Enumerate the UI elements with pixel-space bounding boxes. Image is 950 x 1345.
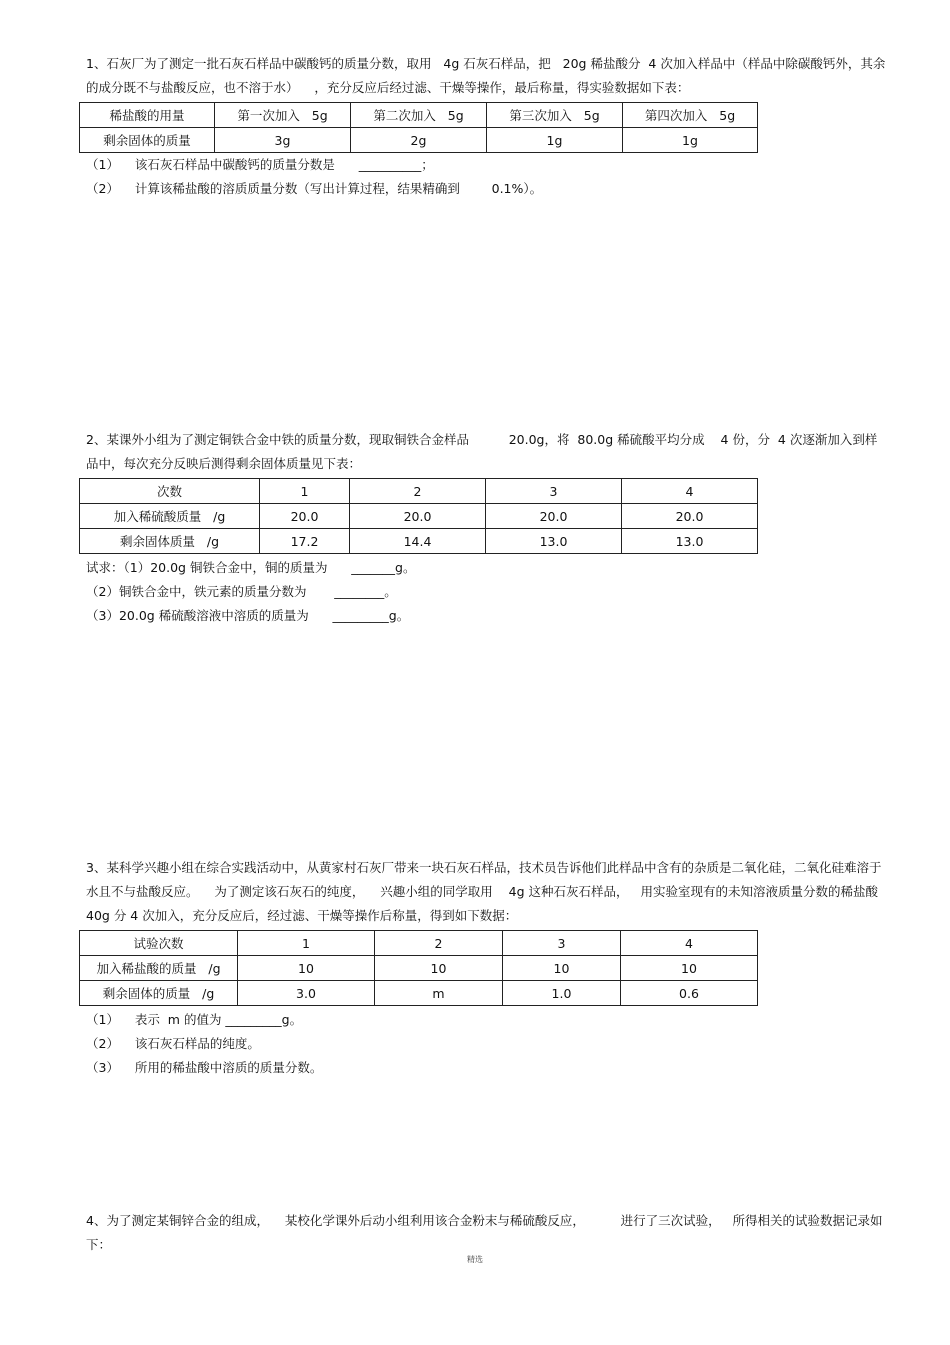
table-cell: m [375,981,503,1006]
table-cell: 剩余固体的质量 /g [80,981,238,1006]
table-cell: 2 [350,479,486,504]
table-row [80,479,758,504]
table-row [80,956,758,981]
q3-sub3: （3） 所用的稀盐酸中溶质的质量分数。 [86,1060,323,1075]
table-cell: 第一次加入 5g [215,103,351,128]
table-cell: 稀盐酸的用量 [80,103,215,128]
table-cell: 20.0 [260,504,350,529]
table-cell: 20.0 [486,504,622,529]
table-cell: 0.6 [621,981,758,1006]
q2-sub2: （2）铜铁合金中，铁元素的质量分数为 ________。 [86,584,397,599]
table-cell: 10 [238,956,375,981]
table-cell: 14.4 [350,529,486,554]
q2-sub3: （3）20.0g 稀硫酸溶液中溶质的质量为 _________g。 [86,608,410,623]
q3-sub1: （1） 表示 m 的值为 _________g。 [86,1012,303,1027]
table-cell: 2g [351,128,487,153]
q1-intro: 1、石灰厂为了测定一批石灰石样品中碳酸钙的质量分数，取用 4g 石灰石样品，把 20g 稀盐酸分 4 次加入样品中（样品中除碳酸钙外，其余的成分既不与盐酸反应，也不溶于水） ，充分反应后经过滤、干燥等操作，最后称量，得实验数据如下表： [86,56,886,95]
table-cell: 1g [487,128,623,153]
q3-intro: 3、某科学兴趣小组在综合实践活动中，从黄家村石灰厂带来一块石灰石样品，技术员告诉他们此样品中含有的杂质是二氧化硅，二氧化硅难溶于水且不与盐酸反应。 为了测定该石灰石的纯度， 兴趣小组的同学取用 4g 这种石灰石样品， 用实验室现有的未知溶液质量分数的稀盐酸 40g 分 4 次加入，充分反应后，经过滤、干燥等操作后称量，得到如下数据： [86,860,894,923]
table-cell: 20.0 [622,504,758,529]
table-cell: 第二次加入 5g [351,103,487,128]
q2-table [79,478,758,554]
table-cell: 第四次加入 5g [623,103,758,128]
q1-sub1: （1） 该石灰石样品中碳酸钙的质量分数是 __________； [86,157,434,172]
table-cell: 次数 [80,479,260,504]
table-cell: 1.0 [503,981,621,1006]
table-cell: 第三次加入 5g [487,103,623,128]
table-cell: 1 [238,931,375,956]
q3-sub2: （2） 该石灰石样品的纯度。 [86,1036,260,1051]
q2-intro: 2、某课外小组为了测定铜铁合金中铁的质量分数，现取铜铁合金样品 20.0g，将 80.0g 稀硫酸平均分成 4 份，分 4 次逐渐加入到样品中，每次充分反映后测得剩余固体质量见下表： [86,432,878,471]
table-row [80,529,758,554]
table-row [80,981,758,1006]
table-cell: 4 [621,931,758,956]
q1-sub2: （2） 计算该稀盐酸的溶质质量分数（写出计算过程，结果精确到 0.1%）。 [86,181,543,196]
table-cell: 加入稀硫酸质量 /g [80,504,260,529]
q2-sub1: 试求：（1）20.0g 铜铁合金中，铜的质量为 _______g。 [86,560,416,575]
table-cell: 剩余固体的质量 [80,128,215,153]
table-cell: 加入稀盐酸的质量 /g [80,956,238,981]
table-cell: 10 [621,956,758,981]
table-cell: 3 [503,931,621,956]
table-cell: 2 [375,931,503,956]
table-row [80,931,758,956]
table-cell: 4 [622,479,758,504]
table-cell: 13.0 [622,529,758,554]
table-cell: 10 [375,956,503,981]
table-cell: 3.0 [238,981,375,1006]
table-cell: 17.2 [260,529,350,554]
table-row [80,504,758,529]
table-cell: 3g [215,128,351,153]
table-cell: 试验次数 [80,931,238,956]
q1-table [79,102,758,153]
q4-intro: 4、为了测定某铜锌合金的组成， 某校化学课外后动小组利用该合金粉末与稀硫酸反应， 进行了三次试验， 所得相关的试验数据记录如下： [86,1213,883,1252]
table-cell: 1 [260,479,350,504]
table-cell: 剩余固体质量 /g [80,529,260,554]
table-cell: 3 [486,479,622,504]
table-row [80,128,758,153]
q3-table [79,930,758,1006]
table-cell: 20.0 [350,504,486,529]
table-row [80,103,758,128]
table-cell: 10 [503,956,621,981]
table-cell: 13.0 [486,529,622,554]
table-cell: 1g [623,128,758,153]
page-footer: 精选 [467,1255,483,1264]
